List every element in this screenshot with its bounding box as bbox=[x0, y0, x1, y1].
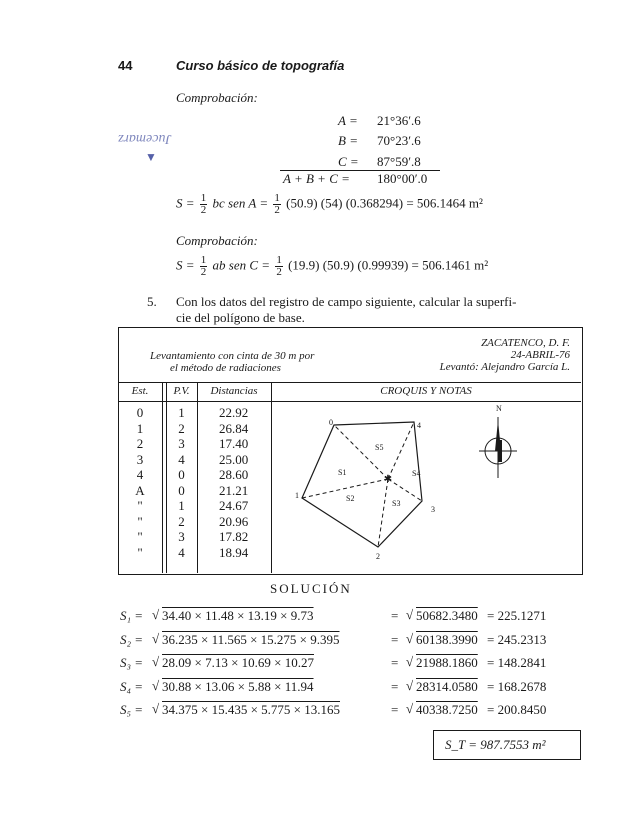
reg-pv-cell: 0 bbox=[178, 482, 185, 498]
reg-dist-cell: 28.60 bbox=[219, 467, 249, 482]
sol-s: S₂ = bbox=[120, 631, 144, 647]
angle-a-value: 21°36′.6 bbox=[377, 113, 421, 128]
sol-root: 21988.1860 bbox=[416, 655, 478, 670]
fraction-half: $\frac{1}{2}$ bbox=[274, 192, 280, 216]
sol-result: = 148.2841 bbox=[487, 655, 547, 670]
reg-dist-cell: 17.82 bbox=[219, 529, 249, 544]
area-label: S1 bbox=[338, 468, 347, 477]
north-label: N bbox=[496, 404, 502, 413]
reg-est-cell: " bbox=[137, 498, 143, 513]
sol-expr: 30.88 × 13.06 × 5.88 × 11.94 bbox=[162, 678, 314, 694]
reg-dist-cell: 24.67 bbox=[219, 498, 249, 513]
register-surveyor: Levantó: Alejandro García L. bbox=[439, 361, 570, 373]
check-label: Comprobación: bbox=[176, 233, 258, 248]
formula-s: S = bbox=[176, 195, 195, 211]
sqrt-icon: √ bbox=[406, 607, 414, 622]
area-formula-2 bbox=[176, 255, 488, 278]
angle-c-value: 87°59′.8 bbox=[377, 154, 421, 169]
station-a-icon: ✱ bbox=[383, 474, 393, 485]
reg-est-cell: A bbox=[135, 482, 145, 498]
formula-mid: bc sen A = bbox=[212, 195, 269, 211]
register-place: ZACATENCO, D. F. bbox=[481, 337, 570, 349]
reg-est-cell: " bbox=[137, 513, 143, 529]
formula-mid: ab sen C = bbox=[212, 257, 271, 273]
reg-pv-cell: 0 bbox=[178, 467, 185, 482]
sol-result: = 225.1271 bbox=[487, 608, 547, 623]
area-label: S4 bbox=[412, 469, 421, 478]
vertex-label: 0 bbox=[329, 418, 333, 427]
arrow-down-icon: ▼ bbox=[145, 150, 157, 164]
sol-root: 50682.3480 bbox=[416, 608, 478, 623]
reg-est-cell: 1 bbox=[136, 420, 144, 436]
sol-root: 40338.7250 bbox=[416, 702, 478, 717]
area-formula-1 bbox=[176, 193, 483, 216]
angle-sum-value: 180°00′.0 bbox=[377, 171, 428, 186]
col-pv-header: P.V. bbox=[173, 385, 190, 397]
reg-est-cell: " bbox=[137, 544, 143, 560]
polygon-outline bbox=[302, 422, 422, 547]
reg-pv-cell: 2 bbox=[178, 420, 185, 436]
handwritten-signature: Jucemarz bbox=[118, 131, 172, 146]
sol-s: S₅ = bbox=[120, 702, 144, 717]
formula-rest: (50.9) (54) (0.368294) = 506.1464 m² bbox=[286, 195, 483, 211]
north-arrow-icon bbox=[479, 417, 517, 478]
fraction-half: $\frac{1}{2}$ bbox=[200, 192, 207, 216]
radiation-line bbox=[388, 422, 414, 479]
reg-dist-cell: 25.00 bbox=[219, 451, 249, 467]
sol-expr: 28.09 × 7.13 × 10.69 × 10.27 bbox=[162, 655, 314, 670]
col-notes-header: CROQUIS Y NOTAS bbox=[380, 385, 472, 397]
reg-pv-cell: 3 bbox=[178, 436, 185, 451]
divider bbox=[118, 382, 581, 383]
sqrt-icon: √ bbox=[152, 654, 160, 669]
sqrt-icon: √ bbox=[152, 677, 160, 693]
sol-eq: = bbox=[391, 608, 399, 623]
sqrt-icon: √ bbox=[152, 630, 160, 646]
vertex-label: 3 bbox=[431, 505, 435, 514]
reg-pv-cell: 1 bbox=[178, 405, 185, 420]
angle-b-lhs: B = bbox=[338, 133, 358, 148]
sol-root: 60138.3990 bbox=[416, 631, 478, 647]
reg-dist-cell: 21.21 bbox=[219, 482, 249, 498]
reg-est-cell: 4 bbox=[136, 467, 144, 482]
formula-s: S = bbox=[176, 257, 195, 273]
fraction-half: $\frac{1}{2}$ bbox=[276, 254, 282, 278]
formula-rest: (19.9) (50.9) (0.99939) = 506.1461 m² bbox=[288, 257, 489, 273]
sqrt-icon: √ bbox=[406, 677, 414, 693]
area-label: S3 bbox=[392, 499, 401, 508]
reg-pv-cell: 1 bbox=[178, 498, 185, 513]
sqrt-icon: √ bbox=[406, 630, 414, 646]
sol-eq: = bbox=[391, 631, 399, 647]
reg-pv-cell: 3 bbox=[178, 529, 185, 544]
vertex-label: 2 bbox=[376, 552, 380, 561]
reg-dist-cell: 18.94 bbox=[219, 544, 249, 560]
reg-pv-cell: 4 bbox=[178, 544, 185, 560]
sol-eq: = bbox=[391, 655, 399, 670]
angle-c-lhs: C = bbox=[338, 154, 359, 169]
page-number: 44 bbox=[118, 58, 133, 73]
sol-result: = 168.2678 bbox=[487, 678, 547, 694]
solution-title: SOLUCIÓN bbox=[270, 581, 352, 596]
radiation-line bbox=[378, 479, 388, 547]
sol-s: S₃ = bbox=[120, 655, 144, 670]
register-title-2: el método de radiaciones bbox=[170, 362, 281, 374]
vertex-label: 1 bbox=[295, 491, 299, 500]
reg-est-cell: " bbox=[137, 529, 143, 544]
sol-expr: 34.375 × 15.435 × 5.775 × 13.165 bbox=[162, 702, 340, 717]
sqrt-icon: √ bbox=[152, 701, 160, 716]
running-title: Curso básico de topografía bbox=[176, 58, 345, 73]
reg-est-cell: 0 bbox=[136, 405, 144, 420]
area-label: S2 bbox=[346, 494, 355, 503]
croquis-sketch bbox=[272, 402, 580, 572]
reg-dist-cell: 26.84 bbox=[219, 420, 249, 436]
col-est-header: Est. bbox=[131, 385, 149, 397]
sqrt-icon: √ bbox=[406, 701, 414, 716]
sol-s: S₁ = bbox=[120, 608, 144, 623]
register-title-1: Levantamiento con cinta de 30 m por bbox=[150, 350, 315, 362]
sqrt-icon: √ bbox=[152, 607, 160, 622]
reg-est-cell: 2 bbox=[136, 436, 144, 451]
reg-dist-cell: 17.40 bbox=[219, 436, 249, 451]
total-area: S_T = 987.7553 m² bbox=[445, 737, 546, 752]
sol-expr: 36.235 × 11.565 × 15.275 × 9.395 bbox=[162, 631, 340, 647]
fraction-half: $\frac{1}{2}$ bbox=[200, 254, 207, 278]
angle-sum-lhs: A + B + C = bbox=[283, 171, 350, 186]
reg-pv-cell: 2 bbox=[178, 513, 185, 529]
reg-dist-cell: 22.92 bbox=[219, 405, 249, 420]
sol-result: = 245.2313 bbox=[487, 631, 547, 647]
register-date: 24-ABRIL-76 bbox=[510, 349, 570, 361]
radiation-line bbox=[388, 479, 422, 501]
radiation-line bbox=[302, 479, 388, 498]
reg-pv-cell: 4 bbox=[178, 451, 185, 467]
problem-text-line2: cie del polígono de base. bbox=[176, 310, 305, 325]
divider bbox=[162, 382, 163, 573]
reg-est-cell: 3 bbox=[136, 451, 144, 467]
area-label: S5 bbox=[375, 443, 384, 452]
divider bbox=[197, 382, 198, 573]
sol-eq: = bbox=[391, 678, 399, 694]
problem-number: 5. bbox=[147, 294, 157, 309]
angle-a-lhs: A = bbox=[338, 113, 358, 128]
check-label: Comprobación: bbox=[176, 90, 258, 105]
sqrt-icon: √ bbox=[406, 654, 414, 669]
sol-eq: = bbox=[391, 702, 399, 717]
vertex-label: 4 bbox=[417, 421, 421, 430]
sol-expr: 34.40 × 11.48 × 13.19 × 9.73 bbox=[162, 608, 314, 623]
sol-root: 28314.0580 bbox=[416, 678, 478, 694]
angle-b-value: 70°23′.6 bbox=[377, 133, 421, 148]
col-dist-header: Distancias bbox=[210, 385, 258, 397]
sol-result: = 200.8450 bbox=[487, 702, 547, 717]
sol-s: S₄ = bbox=[120, 678, 144, 694]
problem-text-line1: Con los datos del registro de campo siguiente, calcular la superfi- bbox=[176, 294, 517, 309]
reg-dist-cell: 20.96 bbox=[219, 513, 249, 529]
